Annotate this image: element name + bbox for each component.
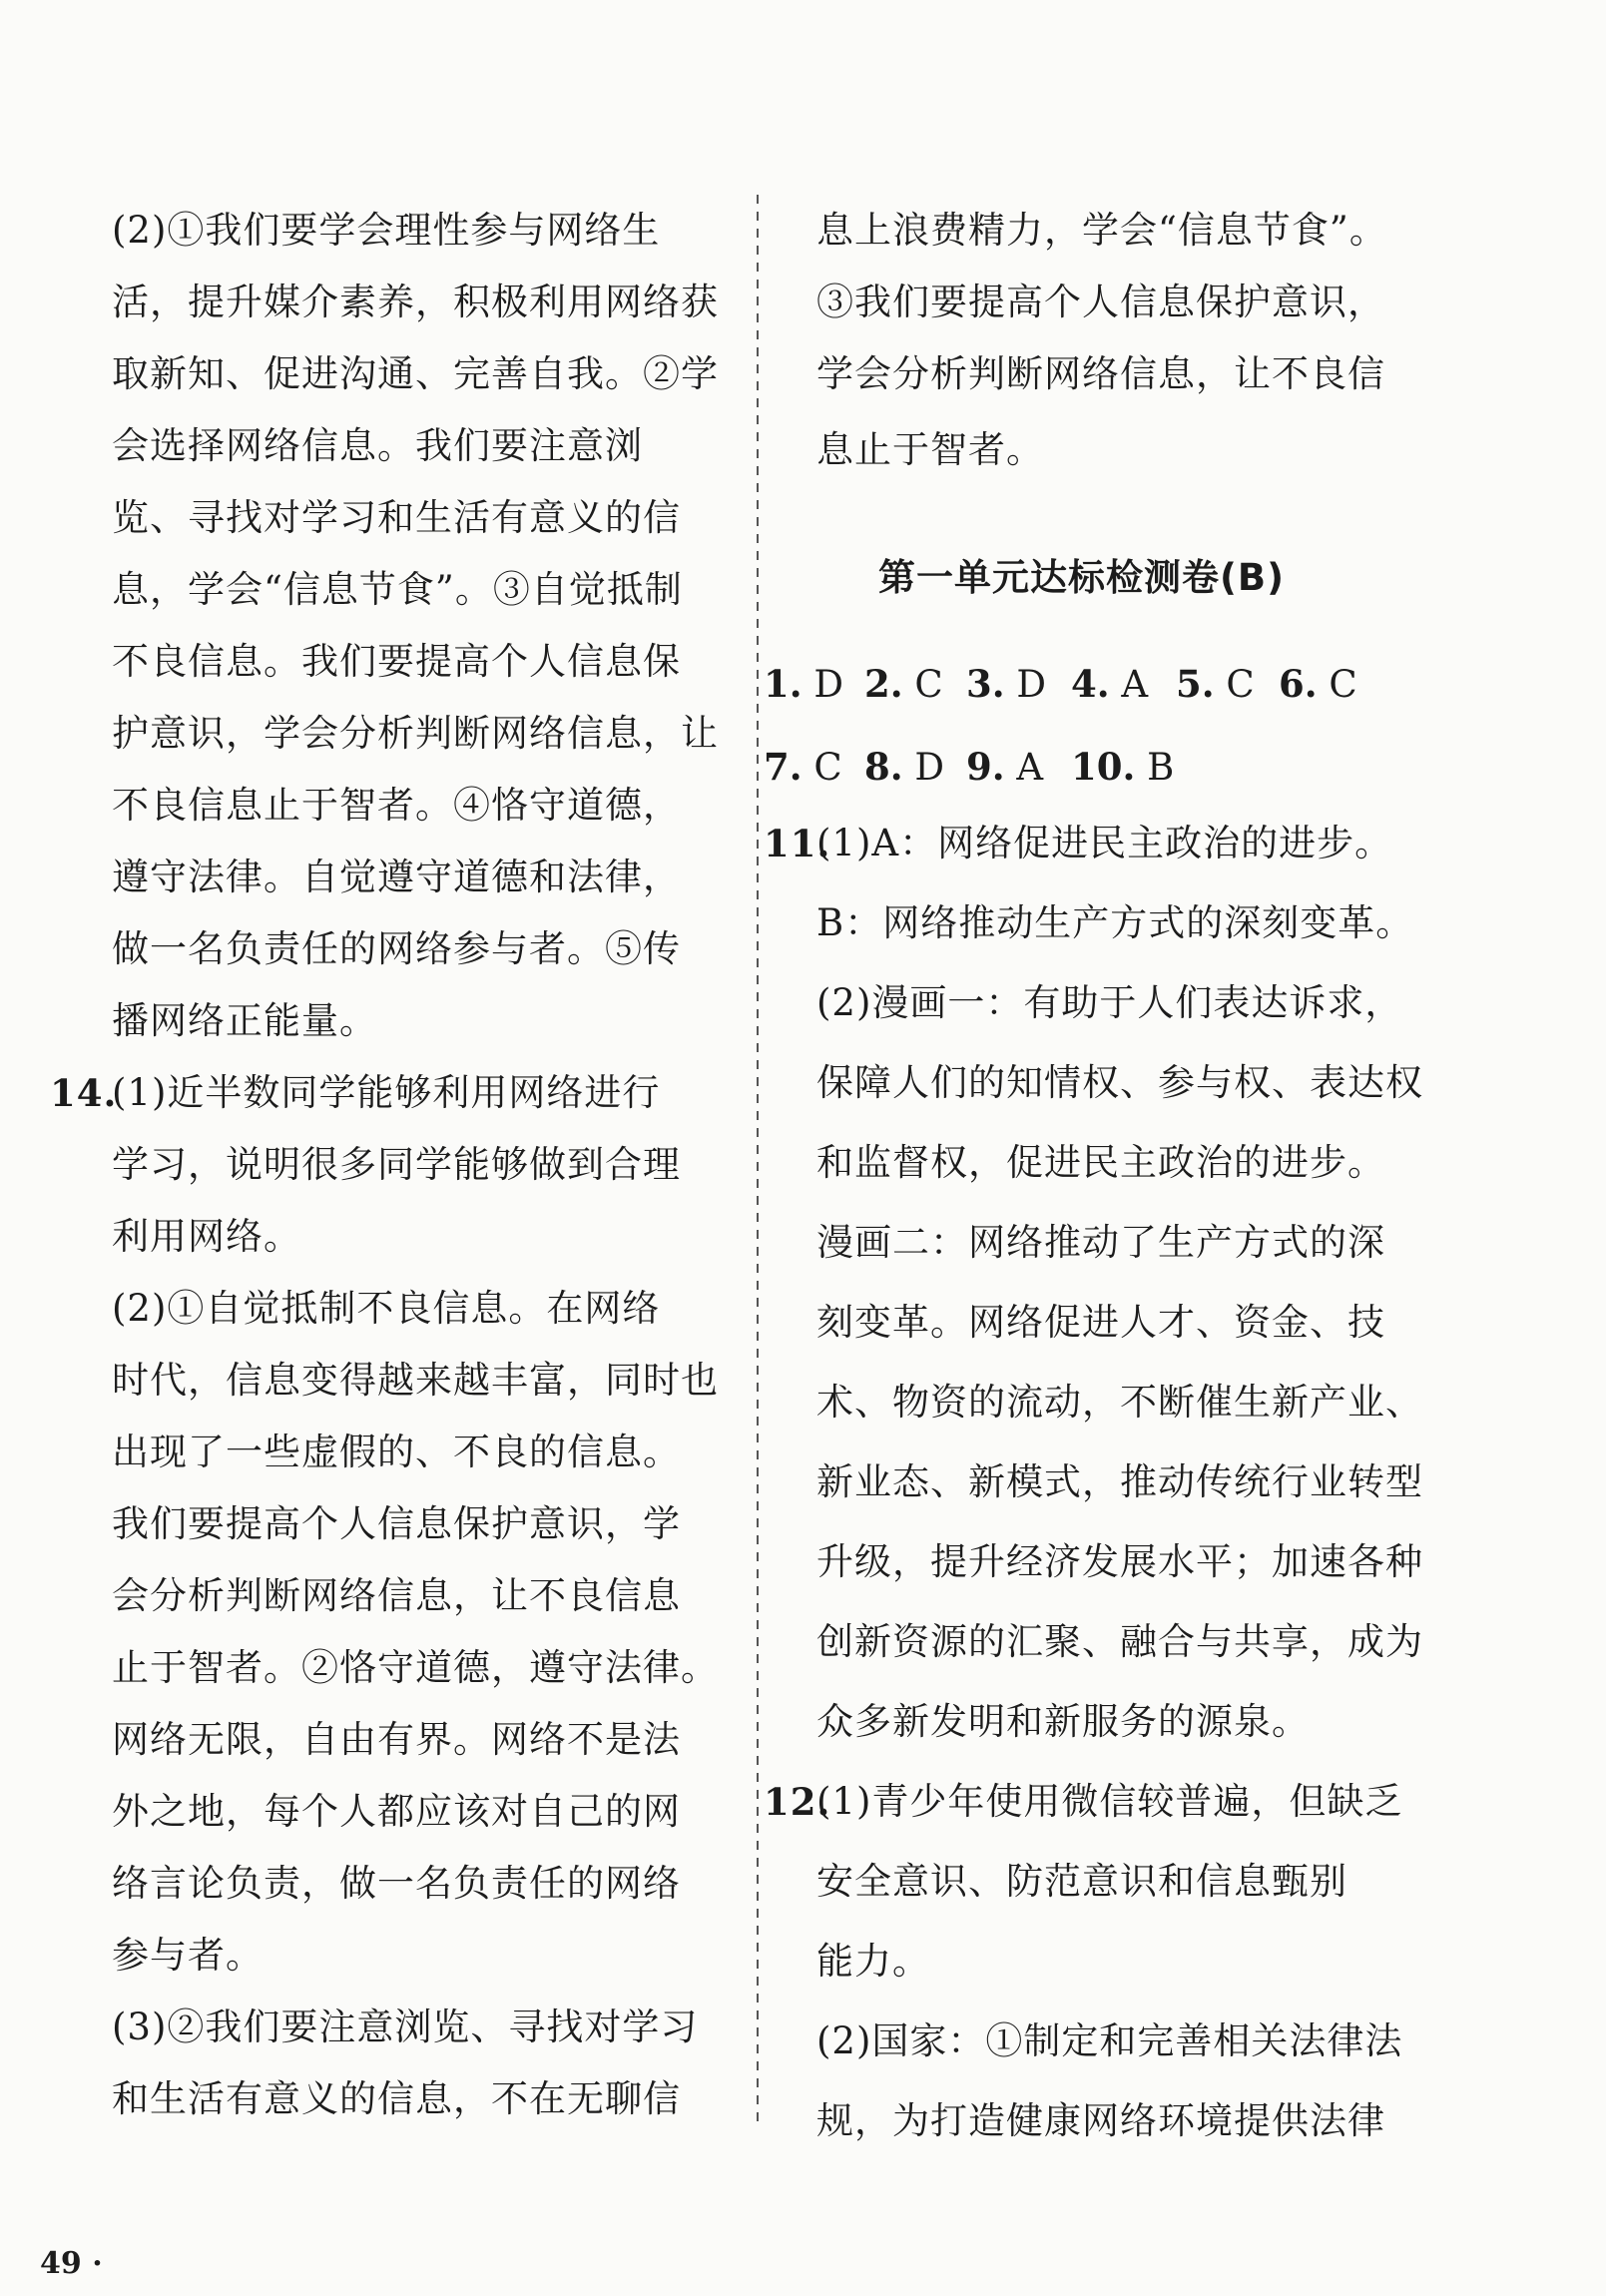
- text-line: 能力。: [816, 1940, 930, 1983]
- text-line: (2)①我们要学会理性参与网络生: [112, 209, 661, 252]
- text-line: 息，学会“信息节食”。③自觉抵制: [112, 568, 683, 611]
- text-line: 创新资源的汇聚、融合与共享，成为: [816, 1620, 1423, 1663]
- text-line: (2)国家：①制定和完善相关法律法: [816, 2019, 1403, 2062]
- text-line: ③我们要提高个人信息保护意识，: [816, 281, 1385, 323]
- text-line: 活，提升媒介素养，积极利用网络获: [112, 281, 719, 323]
- answer-item: [864, 737, 944, 797]
- text-line: 刻变革。网络促进人才、资金、技: [816, 1301, 1385, 1344]
- text-line: 和监督权，促进民主政治的进步。: [816, 1141, 1385, 1184]
- text-line: 众多新发明和新服务的源泉。: [816, 1700, 1310, 1743]
- answer-choice: D: [1016, 663, 1047, 706]
- question-number-12: 12.: [764, 1780, 831, 1824]
- answer-number: 5.: [1176, 662, 1215, 706]
- answer-number: 8.: [864, 745, 903, 789]
- text-line: 止于智者。②恪守道德，遵守法律。: [112, 1646, 719, 1689]
- answer-number: 7.: [764, 745, 803, 789]
- text-line: 我们要提高个人信息保护意识，学: [112, 1502, 681, 1545]
- text-line: 会选择网络信息。我们要注意浏: [112, 424, 643, 467]
- text-line: 新业态、新模式，推动传统行业转型: [816, 1460, 1423, 1503]
- text-line: 络言论负责，做一名负责任的网络: [112, 1862, 681, 1905]
- text-line: 漫画二：网络推动了生产方式的深: [816, 1221, 1385, 1264]
- text-line: (2)①自觉抵制不良信息。在网络: [112, 1287, 661, 1330]
- answer-item: [966, 737, 1043, 797]
- text-line: 遵守法律。自觉遵守道德和法律，: [112, 856, 681, 898]
- answer-choice: C: [914, 663, 943, 706]
- text-line: 学会分析判断网络信息，让不良信: [816, 352, 1385, 395]
- answer-number: 2.: [864, 662, 903, 706]
- text-line: 出现了一些虚假的、不良的信息。: [112, 1431, 681, 1473]
- answer-item: [966, 654, 1046, 714]
- text-line: 护意识，学会分析判断网络信息，让: [112, 712, 719, 755]
- answer-item: [864, 654, 943, 714]
- text-line: (1)青少年使用微信较普遍，但缺乏: [816, 1780, 1403, 1823]
- answer-item: [1279, 654, 1357, 714]
- text-line: (1)近半数同学能够利用网络进行: [112, 1071, 661, 1114]
- answer-number: 3.: [966, 662, 1005, 706]
- text-line: (2)漫画一：有助于人们表达诉求，: [816, 981, 1403, 1024]
- answer-number: 6.: [1279, 662, 1318, 706]
- answer-item: [764, 654, 843, 714]
- answer-number: 9.: [966, 745, 1005, 789]
- answer-choice: B: [1147, 746, 1175, 789]
- text-line: 时代，信息变得越来越丰富，同时也: [112, 1359, 719, 1402]
- page-number: 49 ·: [40, 2246, 103, 2281]
- answer-item: [764, 737, 842, 797]
- answer-number: 10.: [1071, 745, 1136, 789]
- section-title: 第一单元达标检测卷(B): [878, 556, 1286, 599]
- answer-choice: A: [1016, 746, 1044, 789]
- text-line: 不良信息。我们要提高个人信息保: [112, 640, 681, 683]
- answer-item: [1071, 737, 1174, 797]
- text-line: 息上浪费精力，学会“信息节食”。: [816, 209, 1387, 252]
- text-line: 外之地，每个人都应该对自己的网: [112, 1790, 681, 1833]
- answer-number: 1.: [764, 662, 803, 706]
- text-line: 播网络正能量。: [112, 999, 377, 1042]
- column-divider: [757, 195, 759, 2121]
- text-line: 安全意识、防范意识和信息甄别: [816, 1860, 1347, 1903]
- text-line: 升级，提升经济发展水平；加速各种: [816, 1540, 1423, 1583]
- question-number-11: 11.: [764, 822, 831, 865]
- text-line: 做一名负责任的网络参与者。⑤传: [112, 927, 681, 970]
- text-line: 览、寻找对学习和生活有意义的信: [112, 496, 681, 539]
- answer-number: 4.: [1071, 662, 1110, 706]
- answer-choice: A: [1121, 663, 1149, 706]
- text-line: 术、物资的流动，不断催生新产业、: [816, 1381, 1423, 1424]
- text-line: 利用网络。: [112, 1215, 301, 1258]
- text-line: 规，为打造健康网络环境提供法律: [816, 2099, 1385, 2142]
- question-number-14: 14.: [50, 1071, 118, 1115]
- answer-item: [1176, 654, 1255, 714]
- answer-choice: D: [914, 746, 945, 789]
- answer-choice: C: [1329, 663, 1357, 706]
- text-line: 取新知、促进沟通、完善自我。②学: [112, 352, 719, 395]
- text-line: 息止于智者。: [816, 428, 1044, 471]
- text-line: 网络无限，自由有界。网络不是法: [112, 1718, 681, 1761]
- answer-choice: C: [813, 746, 842, 789]
- answer-choice: D: [813, 663, 844, 706]
- text-line: 不良信息止于智者。④恪守道德，: [112, 784, 681, 827]
- answer-choice: C: [1226, 663, 1255, 706]
- answer-item: [1071, 654, 1148, 714]
- text-line: 和生活有意义的信息，不在无聊信: [112, 2077, 681, 2120]
- text-line: (1)A：网络促进民主政治的进步。: [816, 822, 1393, 864]
- text-line: 保障人们的知情权、参与权、表达权: [816, 1061, 1423, 1104]
- text-line: 参与者。: [112, 1934, 264, 1977]
- text-line: 学习，说明很多同学能够做到合理: [112, 1143, 681, 1186]
- text-line: B：网络推动生产方式的深刻变革。: [816, 901, 1414, 944]
- text-line: (3)②我们要注意浏览、寻找对学习: [112, 2006, 699, 2048]
- text-line: 会分析判断网络信息，让不良信息: [112, 1574, 681, 1617]
